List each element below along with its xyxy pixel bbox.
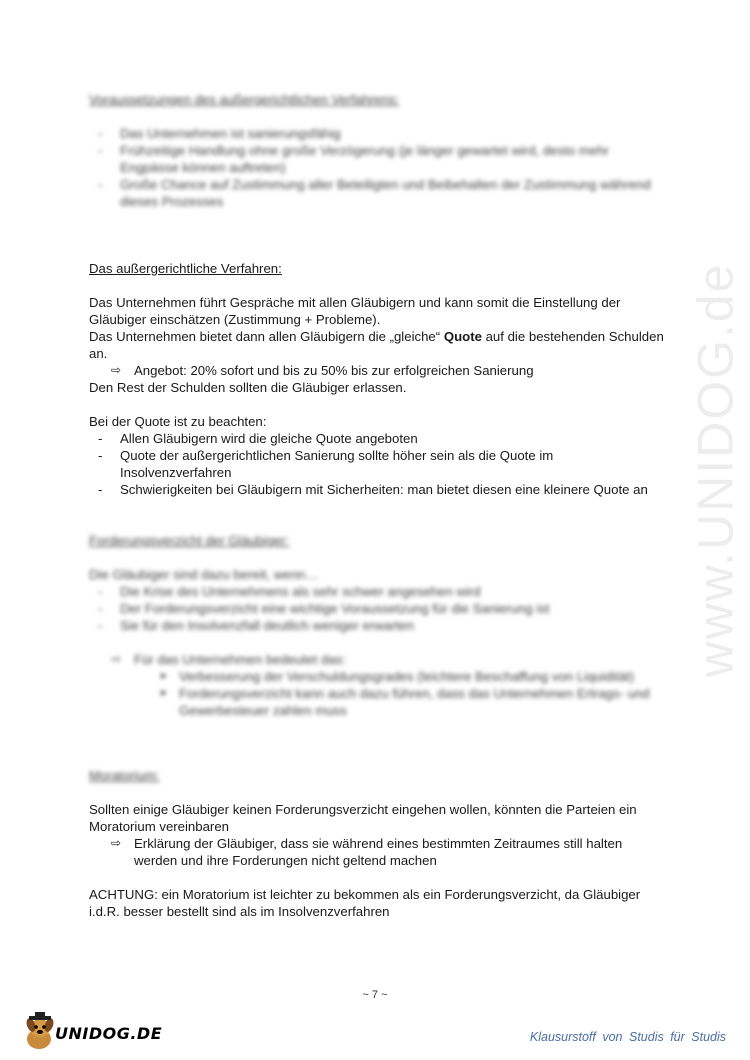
footer-slogan: Klausurstoff von Studis für Studis	[529, 1030, 726, 1044]
section-heading: Moratorium:	[89, 768, 160, 783]
watermark-text: www.UNIDOG.de	[687, 262, 744, 678]
list-item: - Quote der außergerichtlichen Sanierung sollte höher sein als die Quote im Insolvenzverfahren	[89, 447, 664, 481]
section-heading: Das außergerichtliche Verfahren:	[89, 261, 282, 276]
list-item: - Schwierigkeiten bei Gläubigern mit Sicherheiten: man bietet diesen eine kleinere Quote an	[89, 481, 664, 498]
page-number: ~ 7 ~	[362, 989, 388, 1001]
list-item: - Große Chance auf Zustimmung aller Beteiligten und Beibehalten der Zustimmung während dieses Prozesses	[89, 176, 664, 210]
list-item: - Frühzeitige Handlung ohne große Verzögerung (je länger gewartet wird, desto mehr Engpässe können auftreten)	[89, 142, 664, 176]
list-item: - Das Unternehmen ist sanierungsfähig	[89, 125, 664, 142]
dog-mascot-icon	[20, 1012, 60, 1052]
paragraph: Die Gläubiger sind dazu bereit, wenn…	[89, 567, 319, 582]
list-item: - Die Krise des Unternehmens als sehr schwer angesehen wird	[89, 583, 664, 600]
section-out-of-court-procedure	[89, 260, 664, 498]
paragraph: Bei der Quote ist zu beachten:	[89, 414, 267, 429]
sub-item: ➤ Forderungsverzicht kann auch dazu führen, dass das Unternehmen Ertrags- und Gewerbesteuer zahlen muss	[159, 686, 650, 718]
section-heading: Voraussetzungen des außergerichtlichen Verfahrens:	[89, 92, 400, 107]
outline-right-arrow-icon: ⇨	[111, 363, 122, 377]
list-item: - Der Forderungsverzicht eine wichtige Voraussetzung für die Sanierung ist	[89, 600, 664, 617]
right-triangle-bullet-icon: ➤	[159, 671, 168, 682]
paragraph: Sollten einige Gläubiger keinen Forderungsverzicht eingehen wollen, könnten die Parteien ein Moratorium vereinbaren	[89, 802, 637, 834]
section-claim-waiver	[89, 532, 664, 719]
bold-term: Quote	[443, 329, 482, 344]
arrow-item: ⇨ Erklärung der Gläubiger, dass sie während eines bestimmten Zeitraumes still halten werden und ihre Forderungen nicht geltend machen	[111, 836, 623, 868]
list-item: - Allen Gläubigern wird die gleiche Quote angeboten	[89, 430, 664, 447]
bullet-list	[89, 430, 664, 498]
paragraph: Den Rest der Schulden sollten die Gläubiger erlassen.	[89, 380, 407, 395]
bullet-list	[89, 125, 664, 210]
logo-text: UNIDOG.DE	[55, 1024, 163, 1043]
section-prerequisites	[89, 91, 664, 210]
paragraph: ACHTUNG: ein Moratorium ist leichter zu bekommen als ein Forderungsverzicht, da Gläubiger i.d.R. besser bestellt sind als im Insolvenzverfahren	[89, 887, 641, 919]
outline-right-arrow-icon: ⇨	[111, 652, 122, 666]
paragraph: Das Unternehmen führt Gespräche mit allen Gläubigern und kann somit die Einstellung der Gläubiger einschätzen (Zustimmung + Probleme).	[89, 295, 621, 327]
list-item: - Sie für den Insolvenzfall deutlich weniger erwarten	[89, 617, 664, 634]
arrow-item: ⇨ Angebot: 20% sofort und bis zu 50% bis zur erfolgreichen Sanierung	[111, 363, 534, 378]
paragraph-quote: Das Unternehmen bietet dann allen Gläubigern die „gleiche“ Quote auf die bestehenden Schulden an.	[89, 329, 664, 361]
bullet-list	[89, 583, 664, 634]
arrow-item: ⇨ Für das Unternehmen bedeutet das:	[111, 652, 346, 667]
sub-item: ➤ Verbesserung der Verschuldungsgrades (leichtere Beschaffung von Liquidität)	[159, 669, 635, 684]
unidog-logo[interactable]	[20, 1012, 163, 1052]
outline-right-arrow-icon: ⇨	[111, 836, 122, 850]
right-triangle-bullet-icon: ➤	[159, 688, 168, 699]
section-moratorium	[89, 767, 664, 920]
section-heading: Forderungsverzicht der Gläubiger:	[89, 533, 290, 548]
